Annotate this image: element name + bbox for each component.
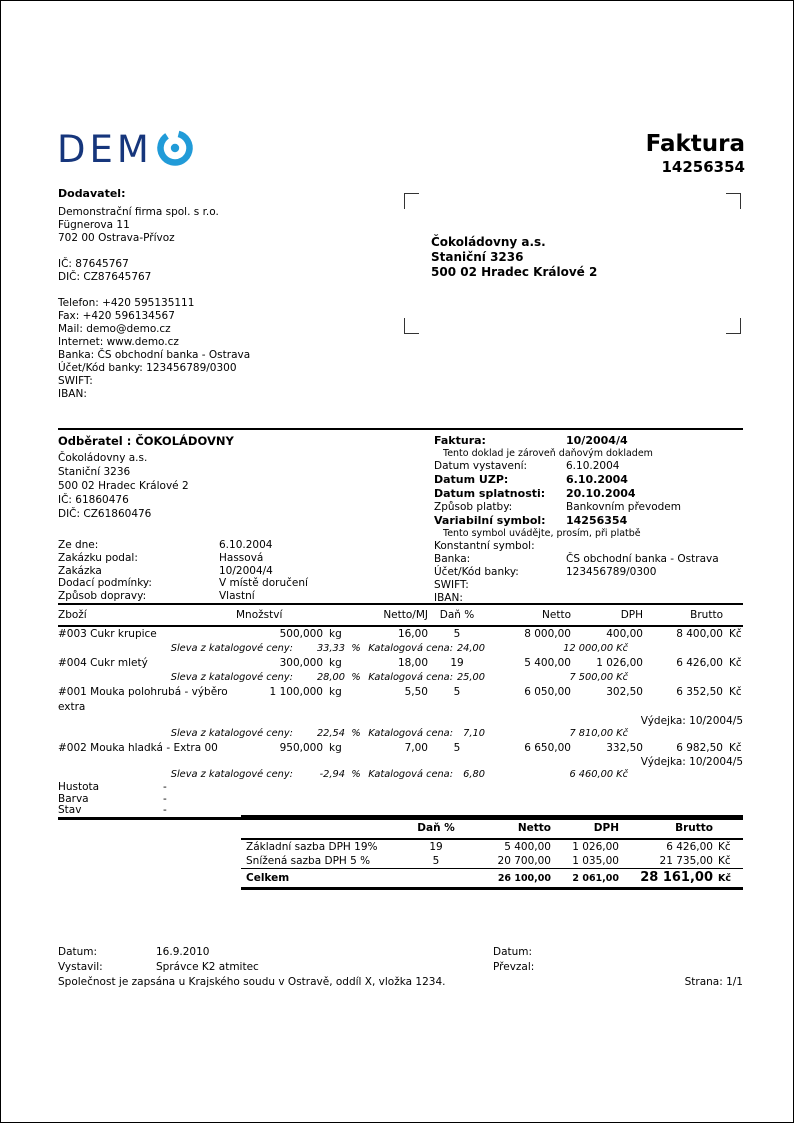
item-tax: 19 xyxy=(450,657,464,669)
field-value: 6.10.2004 xyxy=(566,460,620,472)
field-value: Hassová xyxy=(219,551,264,564)
item-name xyxy=(58,685,236,715)
document-title-block xyxy=(646,131,745,177)
catalog-price: 24,00 xyxy=(456,643,485,654)
recipient-city: 500 02 Hradec Králové 2 xyxy=(431,265,598,279)
rate-tax: 19 xyxy=(429,841,443,853)
company-logo xyxy=(57,128,195,171)
field-value: Vlastní xyxy=(219,590,255,603)
supplier-fax: Fax: +420 596134567 xyxy=(58,310,175,322)
col-header-dan: Daň % xyxy=(417,822,455,834)
col-header-mnozstvi: Množství xyxy=(236,609,283,621)
discount-label: Sleva z katalogové ceny: xyxy=(170,672,293,683)
invoice-info-block xyxy=(434,434,743,605)
issue-date-row xyxy=(434,460,743,473)
field-value: 123456789/0300 xyxy=(566,566,657,578)
item-unit-price: 7,00 xyxy=(404,742,428,754)
supplier-ic: IČ: 87645767 xyxy=(58,258,129,270)
item-discount-row xyxy=(58,768,743,782)
item-unit: kg xyxy=(329,742,342,754)
item-brutto: 6 426,00 xyxy=(676,657,723,669)
item-currency: Kč xyxy=(729,657,742,669)
attribute-value: - xyxy=(163,804,167,816)
field-label: Konstantní symbol: xyxy=(434,540,535,552)
item-unit-price: 16,00 xyxy=(397,628,428,640)
attribute-row xyxy=(58,794,743,806)
swift-row xyxy=(434,579,743,592)
discount-label: Sleva z katalogové ceny: xyxy=(170,728,293,739)
item-qty: 300,000 xyxy=(279,657,323,669)
field-value xyxy=(566,579,743,592)
date-label: Datum: xyxy=(58,946,98,958)
total-netto: 26 100,00 xyxy=(497,873,551,884)
item-qty: 950,000 xyxy=(279,742,323,754)
due-date-row xyxy=(434,487,743,501)
field-label: Datum splatnosti: xyxy=(434,487,546,500)
col-header-brutto: Brutto xyxy=(690,609,723,621)
vat-summary-table xyxy=(241,815,743,890)
order-contact-row xyxy=(58,552,418,565)
field-value: 6.10.2004 xyxy=(219,539,273,551)
field-label: Datum UZP: xyxy=(434,473,509,486)
customer-dic: DIČ: CZ61860476 xyxy=(58,508,152,520)
footer-issued-row xyxy=(58,960,743,975)
customer-ic: IČ: 61860476 xyxy=(58,494,129,506)
customer-city: 500 02 Hradec Králové 2 xyxy=(58,480,189,492)
supplier-bank: Banka: ČS obchodní banka - Ostrava xyxy=(58,349,251,361)
recipient-name: Čokoládovny a.s. xyxy=(431,235,546,249)
page-number: Strana: 1/1 xyxy=(684,976,743,988)
customer-street: Staniční 3236 xyxy=(58,466,131,478)
item-name-line1: #001 Mouka polohrubá - výběro xyxy=(58,686,228,698)
item-brutto: 6 982,50 xyxy=(676,742,723,754)
issued-value: Správce K2 atmitec xyxy=(156,961,259,973)
catalog-total: 6 460,00 Kč xyxy=(569,769,628,780)
item-tax: 5 xyxy=(453,628,461,640)
section-divider xyxy=(58,428,743,430)
item-tax: 5 xyxy=(453,686,461,698)
item-netto: 6 650,00 xyxy=(524,742,571,754)
summary-total-row xyxy=(241,868,743,887)
item-dph: 400,00 xyxy=(606,628,643,640)
field-label: Variabilní symbol: xyxy=(434,514,546,527)
field-label: Zakázka xyxy=(58,564,102,577)
item-currency: Kč xyxy=(729,686,742,698)
customer-block xyxy=(58,434,418,521)
crop-mark-top-left-icon xyxy=(404,193,419,209)
item-discount-row xyxy=(58,671,743,685)
rate-netto: 5 400,00 xyxy=(504,841,551,853)
supplier-city: 702 00 Ostrava-Přívoz xyxy=(58,232,175,244)
field-value: V místě doručení xyxy=(219,577,308,590)
rate-dph: 1 035,00 xyxy=(572,855,619,867)
invoice-number-row xyxy=(434,434,743,448)
item-currency: Kč xyxy=(729,742,742,754)
field-label: Banka: xyxy=(434,553,471,565)
catalog-price: 7,10 xyxy=(463,728,485,739)
field-label: Zakázku podal: xyxy=(58,551,138,564)
field-value: Bankovním převodem xyxy=(566,501,681,513)
rate-brutto: 6 426,00 xyxy=(666,841,713,853)
col-header-netto: Netto xyxy=(517,822,551,834)
catalog-price-label: Katalogová cena: xyxy=(368,728,453,739)
field-value: 20.10.2004 xyxy=(566,487,636,500)
supplier-heading: Dodavatel: xyxy=(58,187,126,200)
field-label: Dodací podmínky: xyxy=(58,577,152,590)
rate-netto: 20 700,00 xyxy=(497,855,551,867)
item-netto: 6 050,00 xyxy=(524,686,571,698)
crop-mark-bottom-left-icon xyxy=(404,318,419,334)
payment-method-row xyxy=(434,501,743,514)
crop-mark-top-right-icon xyxy=(726,193,741,209)
supplier-mail: Mail: demo@demo.cz xyxy=(58,323,171,335)
discount-pct: 28,00 xyxy=(316,672,345,683)
catalog-price-label: Katalogová cena: xyxy=(368,672,453,683)
document-title: Faktura xyxy=(645,131,745,157)
supplier-name: Demonstrační firma spol. s r.o. xyxy=(58,206,219,218)
order-info-block xyxy=(58,539,418,603)
supplier-street: Fügnerova 11 xyxy=(58,219,130,231)
catalog-total: 12 000,00 Kč xyxy=(563,643,628,654)
percent-sign: % xyxy=(351,769,361,780)
catalog-price: 6,80 xyxy=(463,769,485,780)
item-qty: 500,000 xyxy=(279,628,323,640)
field-label: IBAN: xyxy=(434,592,463,604)
attribute-label: Stav xyxy=(58,804,82,816)
date-value: 16.9.2010 xyxy=(156,946,210,958)
variable-symbol-row xyxy=(434,514,743,528)
items-header-row xyxy=(58,605,743,627)
order-number-row xyxy=(58,565,418,578)
field-label: Způsob platby: xyxy=(434,501,513,513)
invoice-number: 14256354 xyxy=(661,158,745,176)
supplier-block xyxy=(58,187,398,401)
col-header-dph: DPH xyxy=(620,609,643,621)
item-row xyxy=(58,627,743,642)
item-unit: kg xyxy=(329,628,342,640)
date2-label: Datum: xyxy=(493,946,533,958)
total-brutto: 28 161,00 xyxy=(640,870,713,885)
col-header-brutto: Brutto xyxy=(675,822,713,834)
percent-sign: % xyxy=(351,728,361,739)
attribute-value: - xyxy=(163,781,167,793)
field-value: 14256354 xyxy=(566,514,628,527)
col-header-zbozi: Zboží xyxy=(58,609,87,621)
item-name: #002 Mouka hladká - Extra 00 xyxy=(58,742,218,754)
currency: Kč xyxy=(718,855,731,867)
percent-sign: % xyxy=(351,672,361,683)
field-value: 10/2004/4 xyxy=(566,434,628,447)
col-header-netto-mj: Netto/MJ xyxy=(383,609,428,621)
attribute-label: Hustota xyxy=(58,781,100,793)
catalog-price-label: Katalogová cena: xyxy=(368,769,453,780)
payment-symbol-note: Tento symbol uvádějte, prosím, při platbě xyxy=(443,528,641,539)
item-qty: 1 100,000 xyxy=(269,686,323,698)
stock-issue-note: Výdejka: 10/2004/5 xyxy=(640,715,743,727)
field-label: Faktura: xyxy=(434,434,486,447)
item-dph: 1 026,00 xyxy=(596,657,643,669)
summary-row xyxy=(241,854,743,868)
constant-symbol-row xyxy=(434,540,743,553)
attribute-row xyxy=(58,782,743,794)
recipient-address xyxy=(431,235,597,280)
transport-row xyxy=(58,590,418,603)
summary-row xyxy=(241,840,743,854)
registration-text: Společnost je zapsána u Krajského soudu v Ostravě, oddíl X, vložka 1234. xyxy=(58,976,446,988)
item-name: #003 Cukr krupice xyxy=(58,628,157,640)
item-dph: 332,50 xyxy=(606,742,643,754)
field-value xyxy=(566,540,743,553)
logo-text: DEM xyxy=(57,127,153,171)
supplier-iban: IBAN: xyxy=(58,388,87,400)
item-discount-row xyxy=(58,727,743,741)
stock-issue-note: Výdejka: 10/2004/5 xyxy=(640,756,743,768)
tax-document-note: Tento doklad je zároveň daňovým dokladem xyxy=(443,448,653,459)
item-unit-price: 5,50 xyxy=(404,686,428,698)
item-currency: Kč xyxy=(729,628,742,640)
uzp-date-row xyxy=(434,473,743,487)
rate-dph: 1 026,00 xyxy=(572,841,619,853)
item-row xyxy=(58,685,743,715)
items-table xyxy=(58,603,743,820)
footer-block xyxy=(58,945,743,990)
field-value: 10/2004/4 xyxy=(219,564,273,577)
item-unit-price: 18,00 xyxy=(397,657,428,669)
field-label: Datum vystavení: xyxy=(434,460,528,472)
item-netto: 8 000,00 xyxy=(524,628,571,640)
discount-pct: 33,33 xyxy=(316,643,345,654)
currency: Kč xyxy=(718,841,731,853)
field-label: Účet/Kód banky: xyxy=(434,566,519,578)
catalog-total: 7 810,00 Kč xyxy=(569,728,628,739)
supplier-phone: Telefon: +420 595135111 xyxy=(58,297,195,309)
order-date-row xyxy=(58,539,418,552)
supplier-internet: Internet: www.demo.cz xyxy=(58,336,179,348)
footer-registration-row xyxy=(58,975,743,990)
field-value: 6.10.2004 xyxy=(566,473,628,486)
discount-label: Sleva z katalogové ceny: xyxy=(170,643,293,654)
field-label: Ze dne: xyxy=(58,539,99,551)
recipient-street: Staniční 3236 xyxy=(431,250,524,264)
summary-header-row xyxy=(241,818,743,840)
bank-row xyxy=(434,553,743,566)
item-netto: 5 400,00 xyxy=(524,657,571,669)
attribute-value: - xyxy=(163,792,167,805)
customer-name: Čokoládovny a.s. xyxy=(58,452,148,464)
footer-date-row xyxy=(58,945,743,960)
catalog-total: 7 500,00 Kč xyxy=(569,672,628,683)
percent-sign: % xyxy=(351,643,361,654)
supplier-account: Účet/Kód banky: 123456789/0300 xyxy=(58,362,237,374)
col-header-dan: Daň % xyxy=(439,609,475,621)
item-tax: 5 xyxy=(453,742,461,754)
discount-pct: -2,94 xyxy=(319,769,345,780)
supplier-swift: SWIFT: xyxy=(58,375,93,387)
rate-tax: 5 xyxy=(432,855,440,867)
item-unit: kg xyxy=(329,686,342,698)
logo-circle-dot-icon xyxy=(155,128,195,171)
total-label: Celkem xyxy=(246,872,290,884)
item-name-line2: extra xyxy=(58,701,86,713)
rate-brutto: 21 735,00 xyxy=(659,855,713,867)
rate-label: Snížená sazba DPH 5 % xyxy=(246,855,371,867)
crop-mark-bottom-right-icon xyxy=(726,318,741,334)
item-brutto: 8 400,00 xyxy=(676,628,723,640)
issued-label: Vystavil: xyxy=(58,961,103,973)
item-brutto: 6 352,50 xyxy=(676,686,723,698)
attribute-label: Barva xyxy=(58,792,89,805)
address-window xyxy=(404,193,741,334)
item-row xyxy=(58,741,743,756)
customer-heading: Odběratel : ČOKOLÁDOVNY xyxy=(58,434,234,448)
discount-pct: 22,54 xyxy=(316,728,345,739)
catalog-price-label: Katalogová cena: xyxy=(368,643,453,654)
item-discount-row xyxy=(58,642,743,656)
catalog-price: 25,00 xyxy=(456,672,485,683)
item-name: #004 Cukr mletý xyxy=(58,657,148,669)
item-dph: 302,50 xyxy=(606,686,643,698)
item-row xyxy=(58,656,743,671)
supplier-dic: DIČ: CZ87645767 xyxy=(58,271,152,283)
delivery-terms-row xyxy=(58,577,418,590)
item-unit: kg xyxy=(329,657,342,669)
field-label: SWIFT: xyxy=(434,579,469,591)
col-header-dph: DPH xyxy=(593,822,619,834)
account-row xyxy=(434,566,743,579)
field-value: ČS obchodní banka - Ostrava xyxy=(566,553,719,565)
received-label: Převzal: xyxy=(493,961,535,973)
discount-label: Sleva z katalogové ceny: xyxy=(170,769,293,780)
total-dph: 2 061,00 xyxy=(572,873,619,884)
field-label: Způsob dopravy: xyxy=(58,590,147,603)
currency: Kč xyxy=(718,873,731,884)
col-header-netto: Netto xyxy=(542,609,571,621)
rate-label: Základní sazba DPH 19% xyxy=(246,841,378,853)
